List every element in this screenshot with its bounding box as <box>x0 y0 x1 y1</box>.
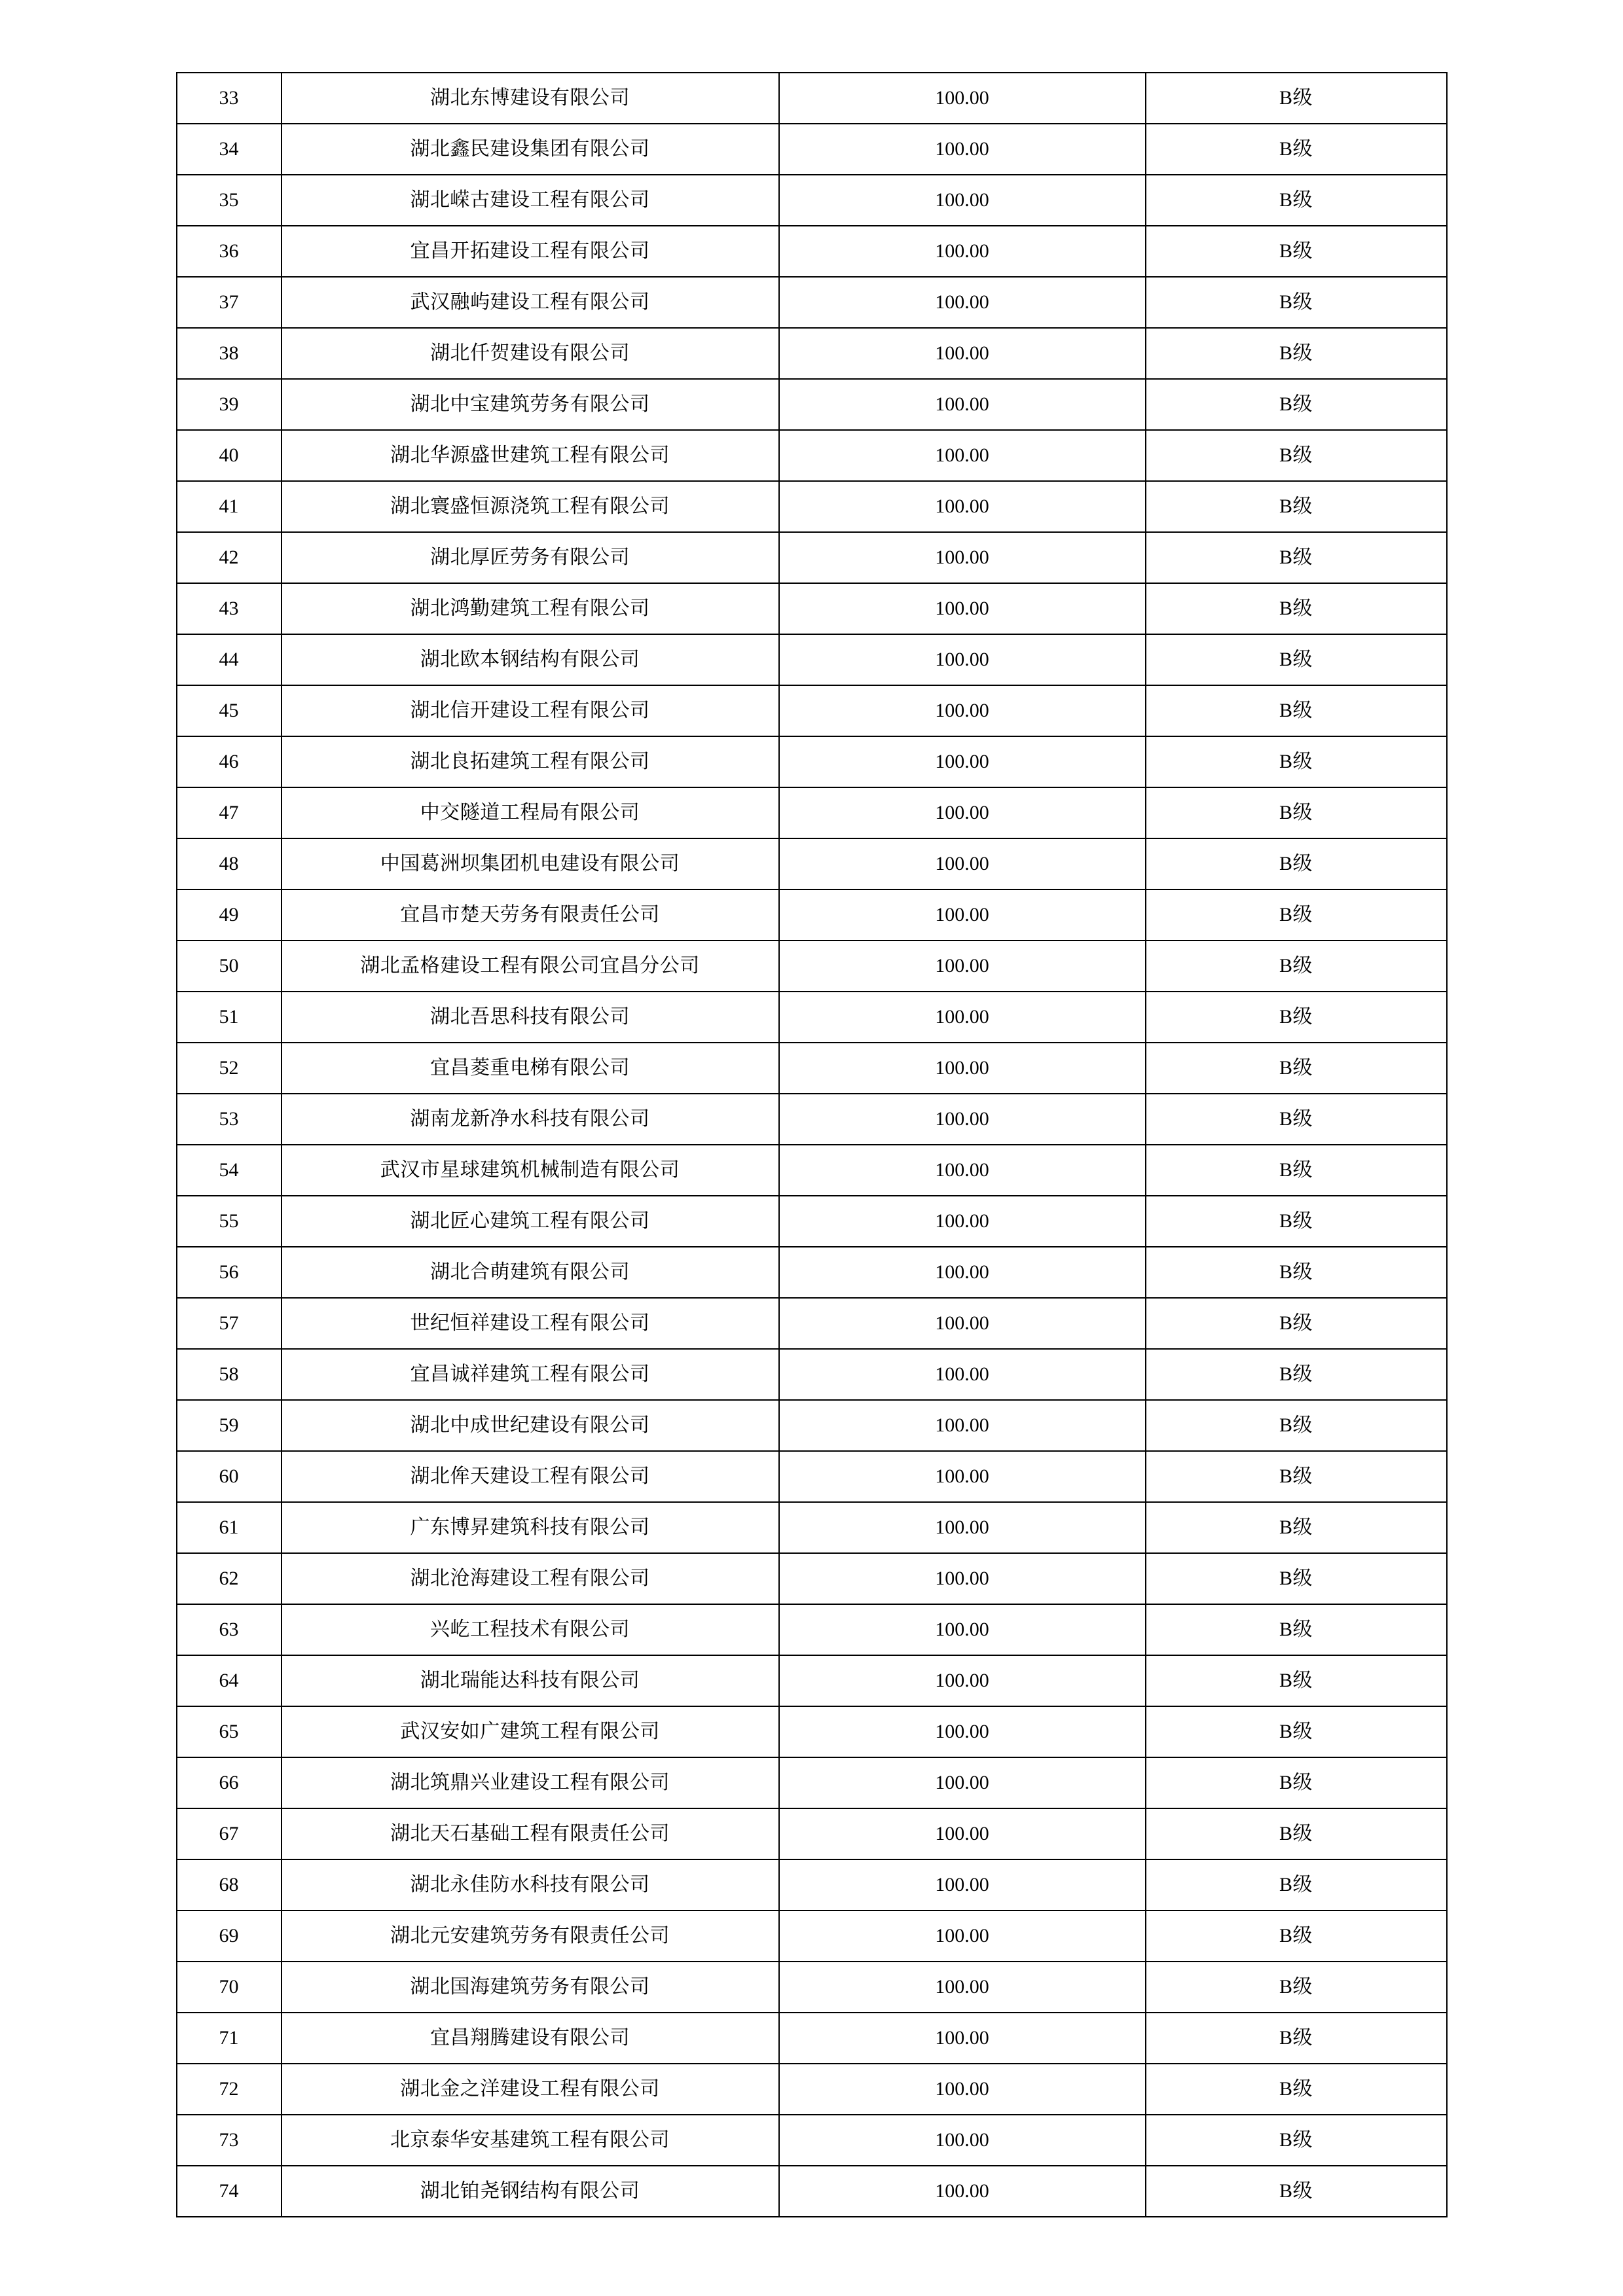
company-name-cell: 宜昌菱重电梯有限公司 <box>282 1043 779 1094</box>
grade-cell: B级 <box>1146 685 1447 736</box>
company-name-cell: 湖北仟贺建设有限公司 <box>282 328 779 379</box>
row-index-cell: 48 <box>177 838 282 889</box>
score-cell: 100.00 <box>779 73 1146 124</box>
table-row <box>177 1962 1447 2013</box>
score-cell: 100.00 <box>779 583 1146 634</box>
grade-cell: B级 <box>1146 1859 1447 1910</box>
row-index-cell: 52 <box>177 1043 282 1094</box>
grade-cell: B级 <box>1146 1247 1447 1298</box>
score-cell: 100.00 <box>779 1706 1146 1757</box>
table-row <box>177 1400 1447 1451</box>
table-row <box>177 2064 1447 2115</box>
company-name-cell: 湖北吾思科技有限公司 <box>282 992 779 1043</box>
table-row <box>177 532 1447 583</box>
score-cell: 100.00 <box>779 1859 1146 1910</box>
grade-cell: B级 <box>1146 1757 1447 1808</box>
company-name-cell: 北京泰华安基建筑工程有限公司 <box>282 2115 779 2166</box>
company-name-cell: 武汉市星球建筑机械制造有限公司 <box>282 1145 779 1196</box>
table-row <box>177 1706 1447 1757</box>
grade-cell: B级 <box>1146 1145 1447 1196</box>
grade-cell: B级 <box>1146 634 1447 685</box>
table-row <box>177 73 1447 124</box>
company-name-cell: 湖北侔天建设工程有限公司 <box>282 1451 779 1502</box>
row-index-cell: 61 <box>177 1502 282 1553</box>
company-name-cell: 湖北鸿勤建筑工程有限公司 <box>282 583 779 634</box>
table-row <box>177 226 1447 277</box>
company-name-cell: 湖北东博建设有限公司 <box>282 73 779 124</box>
company-name-cell: 湖北中成世纪建设有限公司 <box>282 1400 779 1451</box>
company-name-cell: 中交隧道工程局有限公司 <box>282 787 779 838</box>
table-row <box>177 787 1447 838</box>
grade-cell: B级 <box>1146 1706 1447 1757</box>
score-cell: 100.00 <box>779 2064 1146 2115</box>
grade-cell: B级 <box>1146 2013 1447 2064</box>
row-index-cell: 62 <box>177 1553 282 1604</box>
grade-cell: B级 <box>1146 1451 1447 1502</box>
score-cell: 100.00 <box>779 1757 1146 1808</box>
company-name-cell: 湖北金之洋建设工程有限公司 <box>282 2064 779 2115</box>
grade-cell: B级 <box>1146 941 1447 992</box>
row-index-cell: 46 <box>177 736 282 787</box>
score-cell: 100.00 <box>779 1910 1146 1962</box>
score-cell: 100.00 <box>779 1043 1146 1094</box>
company-name-cell: 广东博昇建筑科技有限公司 <box>282 1502 779 1553</box>
row-index-cell: 59 <box>177 1400 282 1451</box>
grade-cell: B级 <box>1146 2115 1447 2166</box>
score-cell: 100.00 <box>779 1502 1146 1553</box>
score-cell: 100.00 <box>779 2166 1146 2217</box>
score-cell: 100.00 <box>779 992 1146 1043</box>
row-index-cell: 56 <box>177 1247 282 1298</box>
grade-cell: B级 <box>1146 889 1447 941</box>
score-cell: 100.00 <box>779 2013 1146 2064</box>
row-index-cell: 43 <box>177 583 282 634</box>
grade-cell: B级 <box>1146 532 1447 583</box>
table-row <box>177 481 1447 532</box>
table-row <box>177 992 1447 1043</box>
grade-cell: B级 <box>1146 1553 1447 1604</box>
row-index-cell: 67 <box>177 1808 282 1859</box>
table-row <box>177 1553 1447 1604</box>
table-row <box>177 2013 1447 2064</box>
company-name-cell: 湖南龙新净水科技有限公司 <box>282 1094 779 1145</box>
table-row <box>177 634 1447 685</box>
grade-cell: B级 <box>1146 1043 1447 1094</box>
score-cell: 100.00 <box>779 941 1146 992</box>
grade-cell: B级 <box>1146 430 1447 481</box>
table-row <box>177 583 1447 634</box>
grade-cell: B级 <box>1146 1094 1447 1145</box>
company-name-cell: 湖北天石基础工程有限责任公司 <box>282 1808 779 1859</box>
row-index-cell: 57 <box>177 1298 282 1349</box>
company-name-cell: 湖北嵘古建设工程有限公司 <box>282 175 779 226</box>
grade-cell: B级 <box>1146 481 1447 532</box>
grade-cell: B级 <box>1146 175 1447 226</box>
grade-cell: B级 <box>1146 838 1447 889</box>
company-name-cell: 世纪恒祥建设工程有限公司 <box>282 1298 779 1349</box>
row-index-cell: 36 <box>177 226 282 277</box>
score-cell: 100.00 <box>779 1553 1146 1604</box>
table-row <box>177 1808 1447 1859</box>
score-cell: 100.00 <box>779 1962 1146 2013</box>
row-index-cell: 68 <box>177 1859 282 1910</box>
table-row <box>177 1349 1447 1400</box>
score-cell: 100.00 <box>779 736 1146 787</box>
grade-cell: B级 <box>1146 1808 1447 1859</box>
row-index-cell: 70 <box>177 1962 282 2013</box>
table-row <box>177 736 1447 787</box>
table-row <box>177 941 1447 992</box>
table-row <box>177 430 1447 481</box>
company-name-cell: 湖北鑫民建设集团有限公司 <box>282 124 779 175</box>
score-cell: 100.00 <box>779 1349 1146 1400</box>
table-row <box>177 2115 1447 2166</box>
company-name-cell: 宜昌市楚天劳务有限责任公司 <box>282 889 779 941</box>
company-name-cell: 湖北中宝建筑劳务有限公司 <box>282 379 779 430</box>
grade-cell: B级 <box>1146 1196 1447 1247</box>
grade-cell: B级 <box>1146 1655 1447 1706</box>
score-cell: 100.00 <box>779 532 1146 583</box>
company-name-cell: 湖北匠心建筑工程有限公司 <box>282 1196 779 1247</box>
row-index-cell: 71 <box>177 2013 282 2064</box>
grade-cell: B级 <box>1146 73 1447 124</box>
table-row <box>177 1298 1447 1349</box>
grade-cell: B级 <box>1146 1604 1447 1655</box>
score-cell: 100.00 <box>779 328 1146 379</box>
grade-cell: B级 <box>1146 1502 1447 1553</box>
company-name-cell: 湖北元安建筑劳务有限责任公司 <box>282 1910 779 1962</box>
company-name-cell: 宜昌诚祥建筑工程有限公司 <box>282 1349 779 1400</box>
company-name-cell: 湖北欧本钢结构有限公司 <box>282 634 779 685</box>
row-index-cell: 33 <box>177 73 282 124</box>
score-cell: 100.00 <box>779 1604 1146 1655</box>
row-index-cell: 47 <box>177 787 282 838</box>
grade-cell: B级 <box>1146 1910 1447 1962</box>
row-index-cell: 50 <box>177 941 282 992</box>
score-cell: 100.00 <box>779 1451 1146 1502</box>
company-name-cell: 宜昌翔腾建设有限公司 <box>282 2013 779 2064</box>
table-row <box>177 889 1447 941</box>
company-name-cell: 湖北厚匠劳务有限公司 <box>282 532 779 583</box>
row-index-cell: 55 <box>177 1196 282 1247</box>
table-row <box>177 1910 1447 1962</box>
score-cell: 100.00 <box>779 787 1146 838</box>
table-row <box>177 1196 1447 1247</box>
score-cell: 100.00 <box>779 2115 1146 2166</box>
table-row <box>177 1094 1447 1145</box>
company-name-cell: 中国葛洲坝集团机电建设有限公司 <box>282 838 779 889</box>
row-index-cell: 41 <box>177 481 282 532</box>
score-cell: 100.00 <box>779 481 1146 532</box>
score-cell: 100.00 <box>779 1298 1146 1349</box>
score-cell: 100.00 <box>779 277 1146 328</box>
row-index-cell: 38 <box>177 328 282 379</box>
row-index-cell: 72 <box>177 2064 282 2115</box>
score-cell: 100.00 <box>779 1400 1146 1451</box>
table-row <box>177 1502 1447 1553</box>
grade-cell: B级 <box>1146 787 1447 838</box>
row-index-cell: 44 <box>177 634 282 685</box>
row-index-cell: 35 <box>177 175 282 226</box>
row-index-cell: 73 <box>177 2115 282 2166</box>
row-index-cell: 45 <box>177 685 282 736</box>
grade-cell: B级 <box>1146 1962 1447 2013</box>
company-name-cell: 湖北良拓建筑工程有限公司 <box>282 736 779 787</box>
table-row <box>177 838 1447 889</box>
score-cell: 100.00 <box>779 379 1146 430</box>
table-row <box>177 124 1447 175</box>
score-cell: 100.00 <box>779 1655 1146 1706</box>
table-row <box>177 1043 1447 1094</box>
row-index-cell: 40 <box>177 430 282 481</box>
row-index-cell: 60 <box>177 1451 282 1502</box>
company-name-cell: 宜昌开拓建设工程有限公司 <box>282 226 779 277</box>
row-index-cell: 39 <box>177 379 282 430</box>
table-row <box>177 685 1447 736</box>
score-cell: 100.00 <box>779 430 1146 481</box>
table-row <box>177 1859 1447 1910</box>
grade-cell: B级 <box>1146 124 1447 175</box>
score-cell: 100.00 <box>779 1196 1146 1247</box>
score-cell: 100.00 <box>779 685 1146 736</box>
company-name-cell: 湖北信开建设工程有限公司 <box>282 685 779 736</box>
company-name-cell: 兴屹工程技术有限公司 <box>282 1604 779 1655</box>
grade-cell: B级 <box>1146 226 1447 277</box>
row-index-cell: 53 <box>177 1094 282 1145</box>
grade-cell: B级 <box>1146 583 1447 634</box>
row-index-cell: 34 <box>177 124 282 175</box>
row-index-cell: 58 <box>177 1349 282 1400</box>
grade-cell: B级 <box>1146 992 1447 1043</box>
table-row <box>177 1247 1447 1298</box>
score-cell: 100.00 <box>779 838 1146 889</box>
row-index-cell: 64 <box>177 1655 282 1706</box>
table-row <box>177 175 1447 226</box>
grade-cell: B级 <box>1146 1400 1447 1451</box>
grade-cell: B级 <box>1146 328 1447 379</box>
company-name-cell: 湖北合萌建筑有限公司 <box>282 1247 779 1298</box>
table-row <box>177 1757 1447 1808</box>
company-name-cell: 湖北永佳防水科技有限公司 <box>282 1859 779 1910</box>
table-row <box>177 1451 1447 1502</box>
score-cell: 100.00 <box>779 1094 1146 1145</box>
grade-cell: B级 <box>1146 1349 1447 1400</box>
table-row <box>177 1604 1447 1655</box>
grade-cell: B级 <box>1146 379 1447 430</box>
table-row <box>177 328 1447 379</box>
company-name-cell: 湖北筑鼎兴业建设工程有限公司 <box>282 1757 779 1808</box>
score-cell: 100.00 <box>779 1808 1146 1859</box>
row-index-cell: 51 <box>177 992 282 1043</box>
row-index-cell: 74 <box>177 2166 282 2217</box>
company-name-cell: 湖北寰盛恒源浇筑工程有限公司 <box>282 481 779 532</box>
score-cell: 100.00 <box>779 124 1146 175</box>
score-cell: 100.00 <box>779 1247 1146 1298</box>
table-row <box>177 379 1447 430</box>
row-index-cell: 69 <box>177 1910 282 1962</box>
company-name-cell: 武汉融屿建设工程有限公司 <box>282 277 779 328</box>
row-index-cell: 66 <box>177 1757 282 1808</box>
grade-cell: B级 <box>1146 2064 1447 2115</box>
company-name-cell: 湖北孟格建设工程有限公司宜昌分公司 <box>282 941 779 992</box>
score-cell: 100.00 <box>779 226 1146 277</box>
score-cell: 100.00 <box>779 175 1146 226</box>
row-index-cell: 42 <box>177 532 282 583</box>
company-name-cell: 湖北国海建筑劳务有限公司 <box>282 1962 779 2013</box>
grade-cell: B级 <box>1146 2166 1447 2217</box>
grade-cell: B级 <box>1146 1298 1447 1349</box>
row-index-cell: 65 <box>177 1706 282 1757</box>
company-name-cell: 湖北铂尧钢结构有限公司 <box>282 2166 779 2217</box>
grade-cell: B级 <box>1146 736 1447 787</box>
row-index-cell: 54 <box>177 1145 282 1196</box>
row-index-cell: 49 <box>177 889 282 941</box>
score-cell: 100.00 <box>779 889 1146 941</box>
company-name-cell: 湖北沧海建设工程有限公司 <box>282 1553 779 1604</box>
company-name-cell: 武汉安如广建筑工程有限公司 <box>282 1706 779 1757</box>
table-row <box>177 277 1447 328</box>
grade-cell: B级 <box>1146 277 1447 328</box>
row-index-cell: 63 <box>177 1604 282 1655</box>
table-body <box>177 73 1447 2217</box>
score-cell: 100.00 <box>779 1145 1146 1196</box>
company-rating-table <box>176 72 1448 2217</box>
table-row <box>177 2166 1447 2217</box>
table-row <box>177 1655 1447 1706</box>
table-row <box>177 1145 1447 1196</box>
score-cell: 100.00 <box>779 634 1146 685</box>
row-index-cell: 37 <box>177 277 282 328</box>
company-name-cell: 湖北瑞能达科技有限公司 <box>282 1655 779 1706</box>
company-name-cell: 湖北华源盛世建筑工程有限公司 <box>282 430 779 481</box>
